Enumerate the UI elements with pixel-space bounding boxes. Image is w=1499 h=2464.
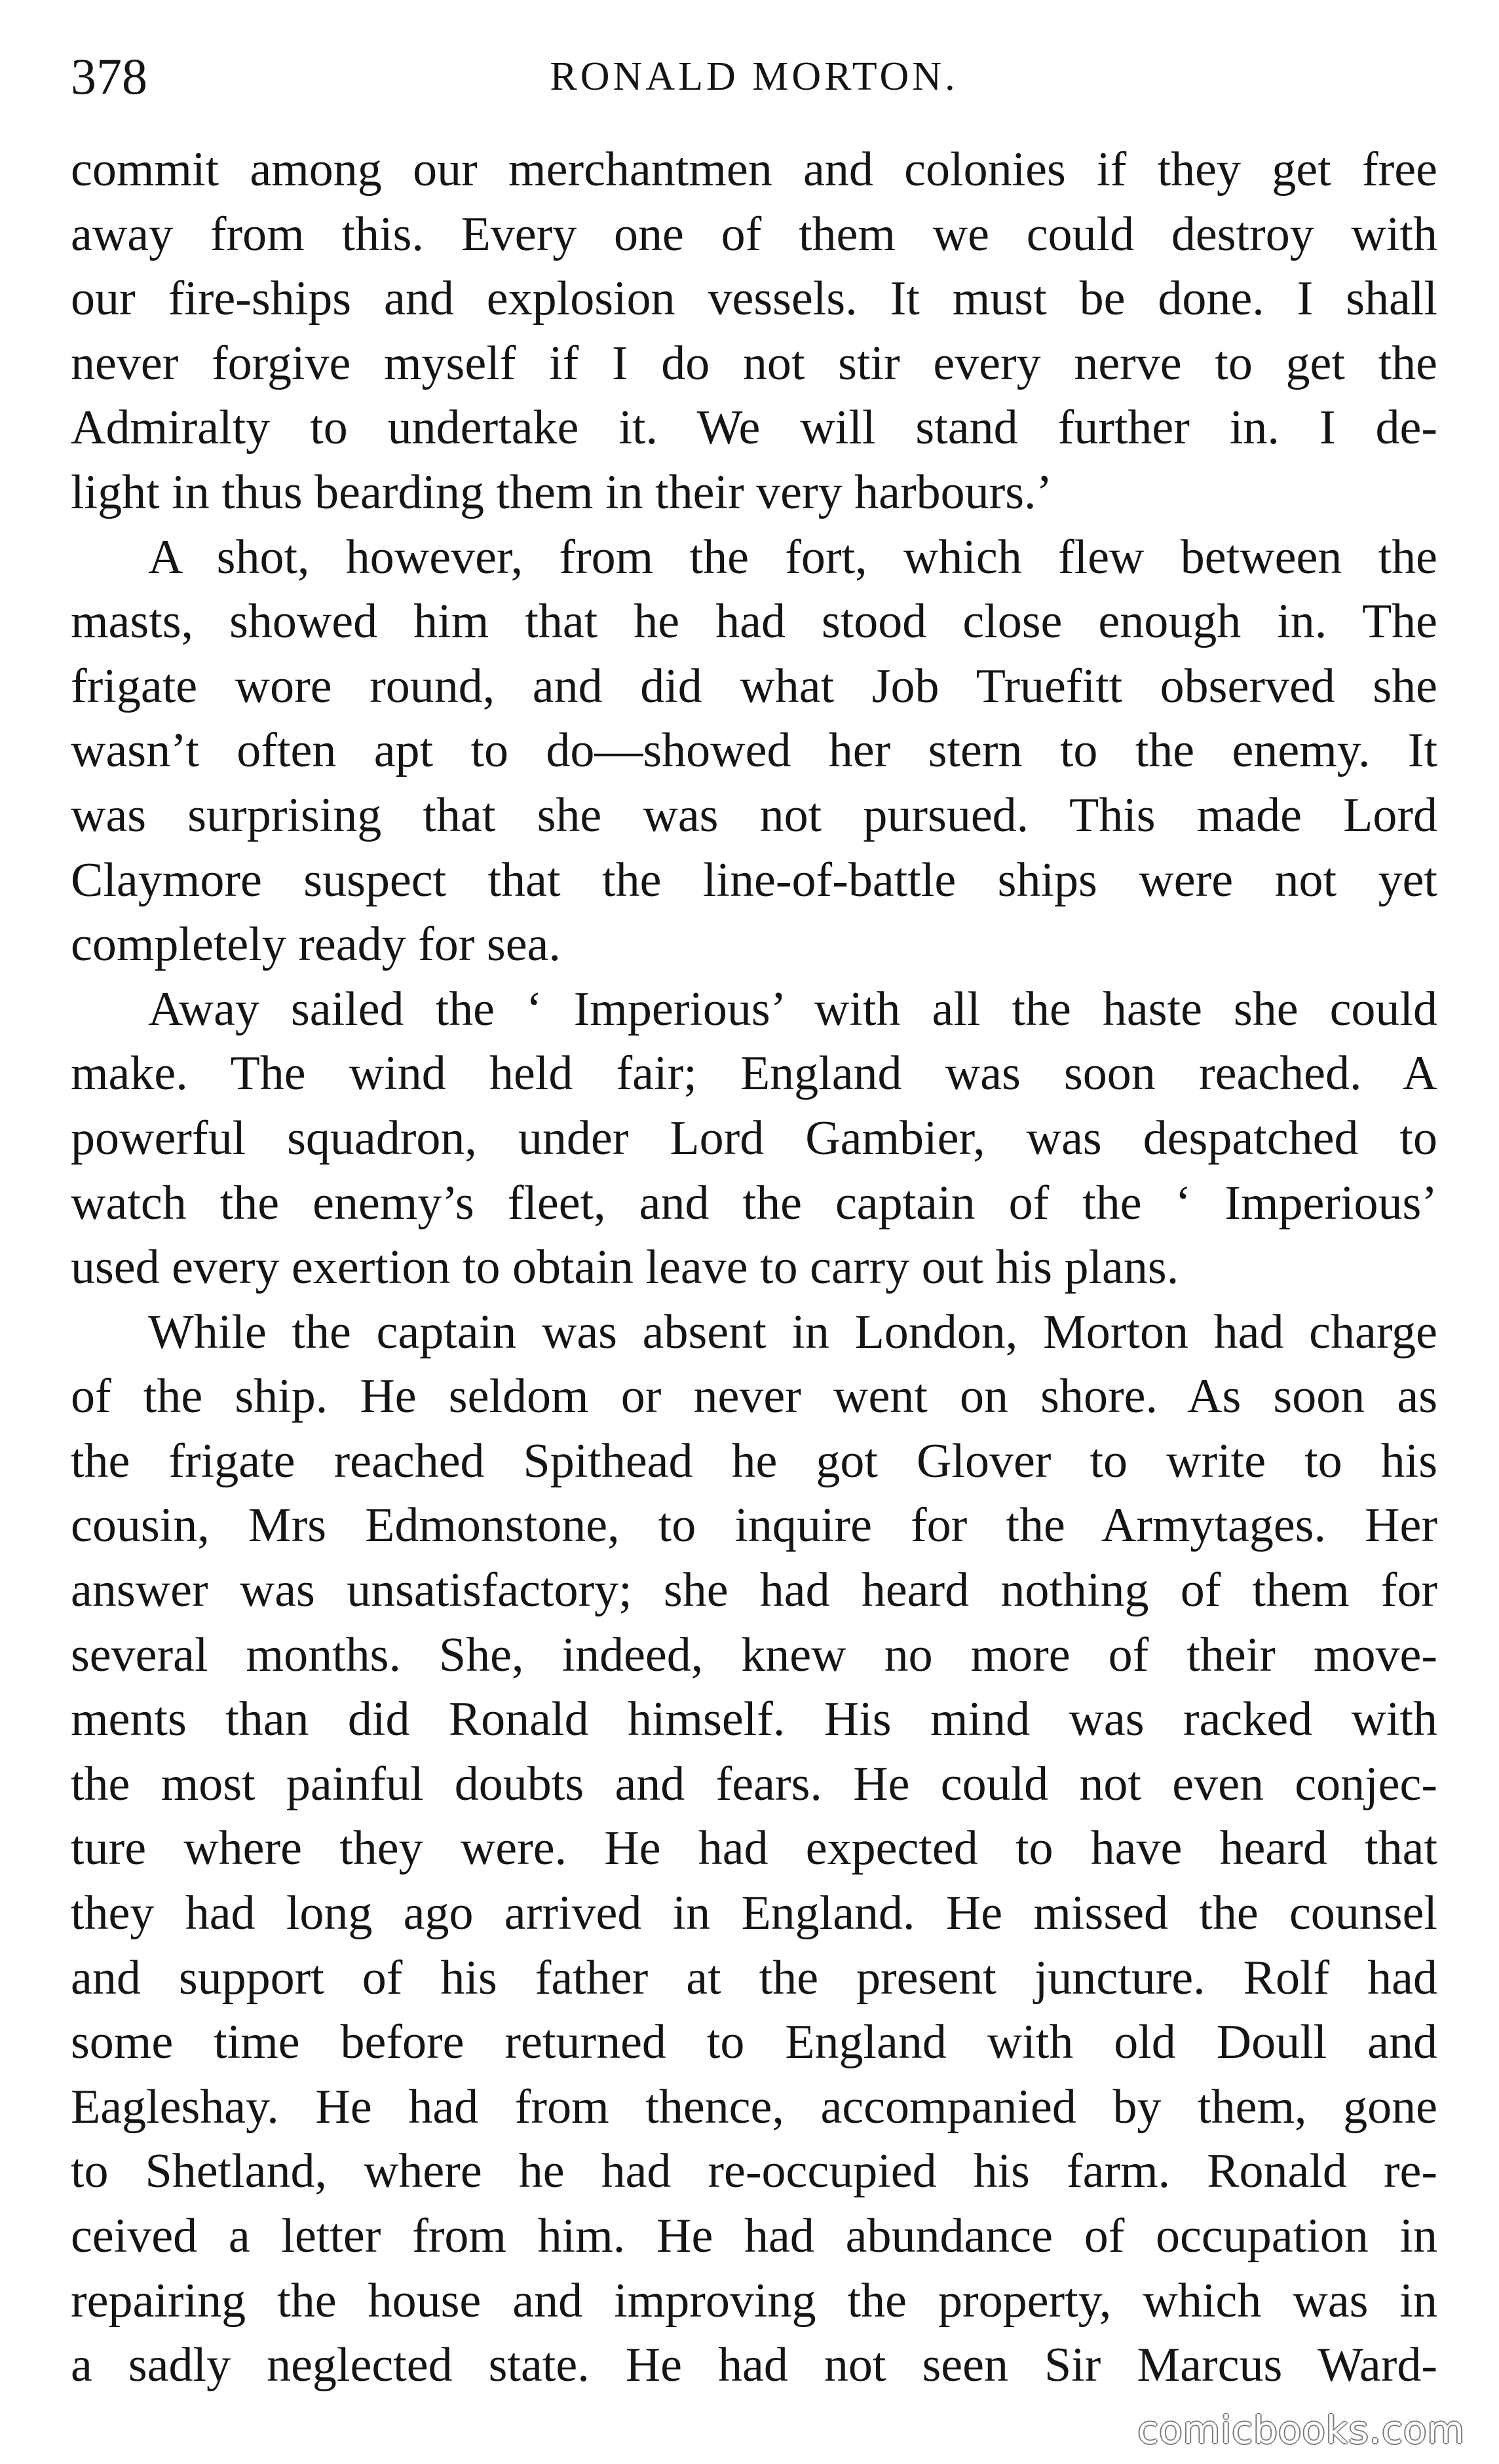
text-line: Eagleshay. He had from thence, accompanied by them, gone	[71, 2080, 1437, 2134]
text-line: the most painful doubts and fears. He could not even conjec-	[71, 1757, 1437, 1811]
text-line: powerful squadron, under Lord Gambier, was despatched to	[71, 1111, 1437, 1165]
page-header	[71, 41, 1437, 113]
text-line: Admiralty to undertake it. We will stand further in. I de-	[71, 401, 1437, 455]
text-line: repairing the house and improving the property, which was in	[71, 2273, 1437, 2328]
text-line: completely ready for sea.	[71, 918, 561, 972]
body-text	[71, 138, 1437, 2398]
text-line: light in thus bearding them in their very harbours.’	[71, 465, 1053, 519]
text-line: away from this. Every one of them we could destroy with	[71, 207, 1437, 261]
page-number: 378	[71, 48, 147, 105]
text-line: the frigate reached Spithead he got Glover to write to his	[71, 1434, 1437, 1488]
watermark: comicbooks.com	[1137, 2408, 1465, 2452]
text-line: watch the enemy’s fleet, and the captain of the ‘ Imperious’	[71, 1176, 1437, 1230]
text-line: ture where they were. He had expected to have heard that	[71, 1821, 1437, 1876]
text-line: answer was unsatisfactory; she had heard nothing of them for	[71, 1563, 1437, 1618]
text-line: of the ship. He seldom or never went on shore. As soon as	[71, 1370, 1437, 1424]
text-line: masts, showed him that he had stood close enough in. The	[71, 595, 1437, 649]
text-line: several months. She, indeed, knew no more of their move-	[71, 1628, 1437, 1682]
text-line: frigate wore round, and did what Job Truefitt observed she	[71, 659, 1437, 713]
running-title: RONALD MORTON.	[550, 54, 958, 99]
text-line: While the captain was absent in London, Morton had charge	[148, 1305, 1437, 1359]
text-line: cousin, Mrs Edmonstone, to inquire for the Armytages. Her	[71, 1499, 1437, 1553]
text-line: never forgive myself if I do not stir every nerve to get the	[71, 336, 1437, 390]
text-line: ments than did Ronald himself. His mind was racked with	[71, 1692, 1437, 1747]
text-line: was surprising that she was not pursued. This made Lord	[71, 788, 1437, 842]
text-line: Claymore suspect that the line-of-battle ships were not yet	[71, 853, 1437, 907]
text-line: to Shetland, where he had re-occupied his farm. Ronald re-	[71, 2144, 1437, 2199]
text-line: our fire-ships and explosion vessels. It must be done. I shall	[71, 272, 1437, 326]
text-line: a sadly neglected state. He had not seen Sir Marcus Ward-	[71, 2338, 1437, 2393]
text-line: some time before returned to England with old Doull and	[71, 2015, 1437, 2070]
text-line: wasn’t often apt to do—showed her stern to the enemy. It	[71, 724, 1437, 778]
text-line: A shot, however, from the fort, which flew between the	[148, 530, 1437, 584]
text-line: Away sailed the ‘ Imperious’ with all the haste she could	[148, 982, 1437, 1036]
text-line: commit among our merchantmen and colonies if they get free	[71, 143, 1437, 196]
text-line: and support of his father at the present juncture. Rolf had	[71, 1951, 1437, 2005]
text-line: they had long ago arrived in England. He missed the counsel	[71, 1886, 1437, 1941]
text-line: make. The wind held fair; England was soon reached. A	[71, 1047, 1437, 1101]
text-line: used every exertion to obtain leave to carry out his plans.	[71, 1241, 1179, 1295]
text-line: ceived a letter from him. He had abundance of occupation in	[71, 2209, 1437, 2263]
